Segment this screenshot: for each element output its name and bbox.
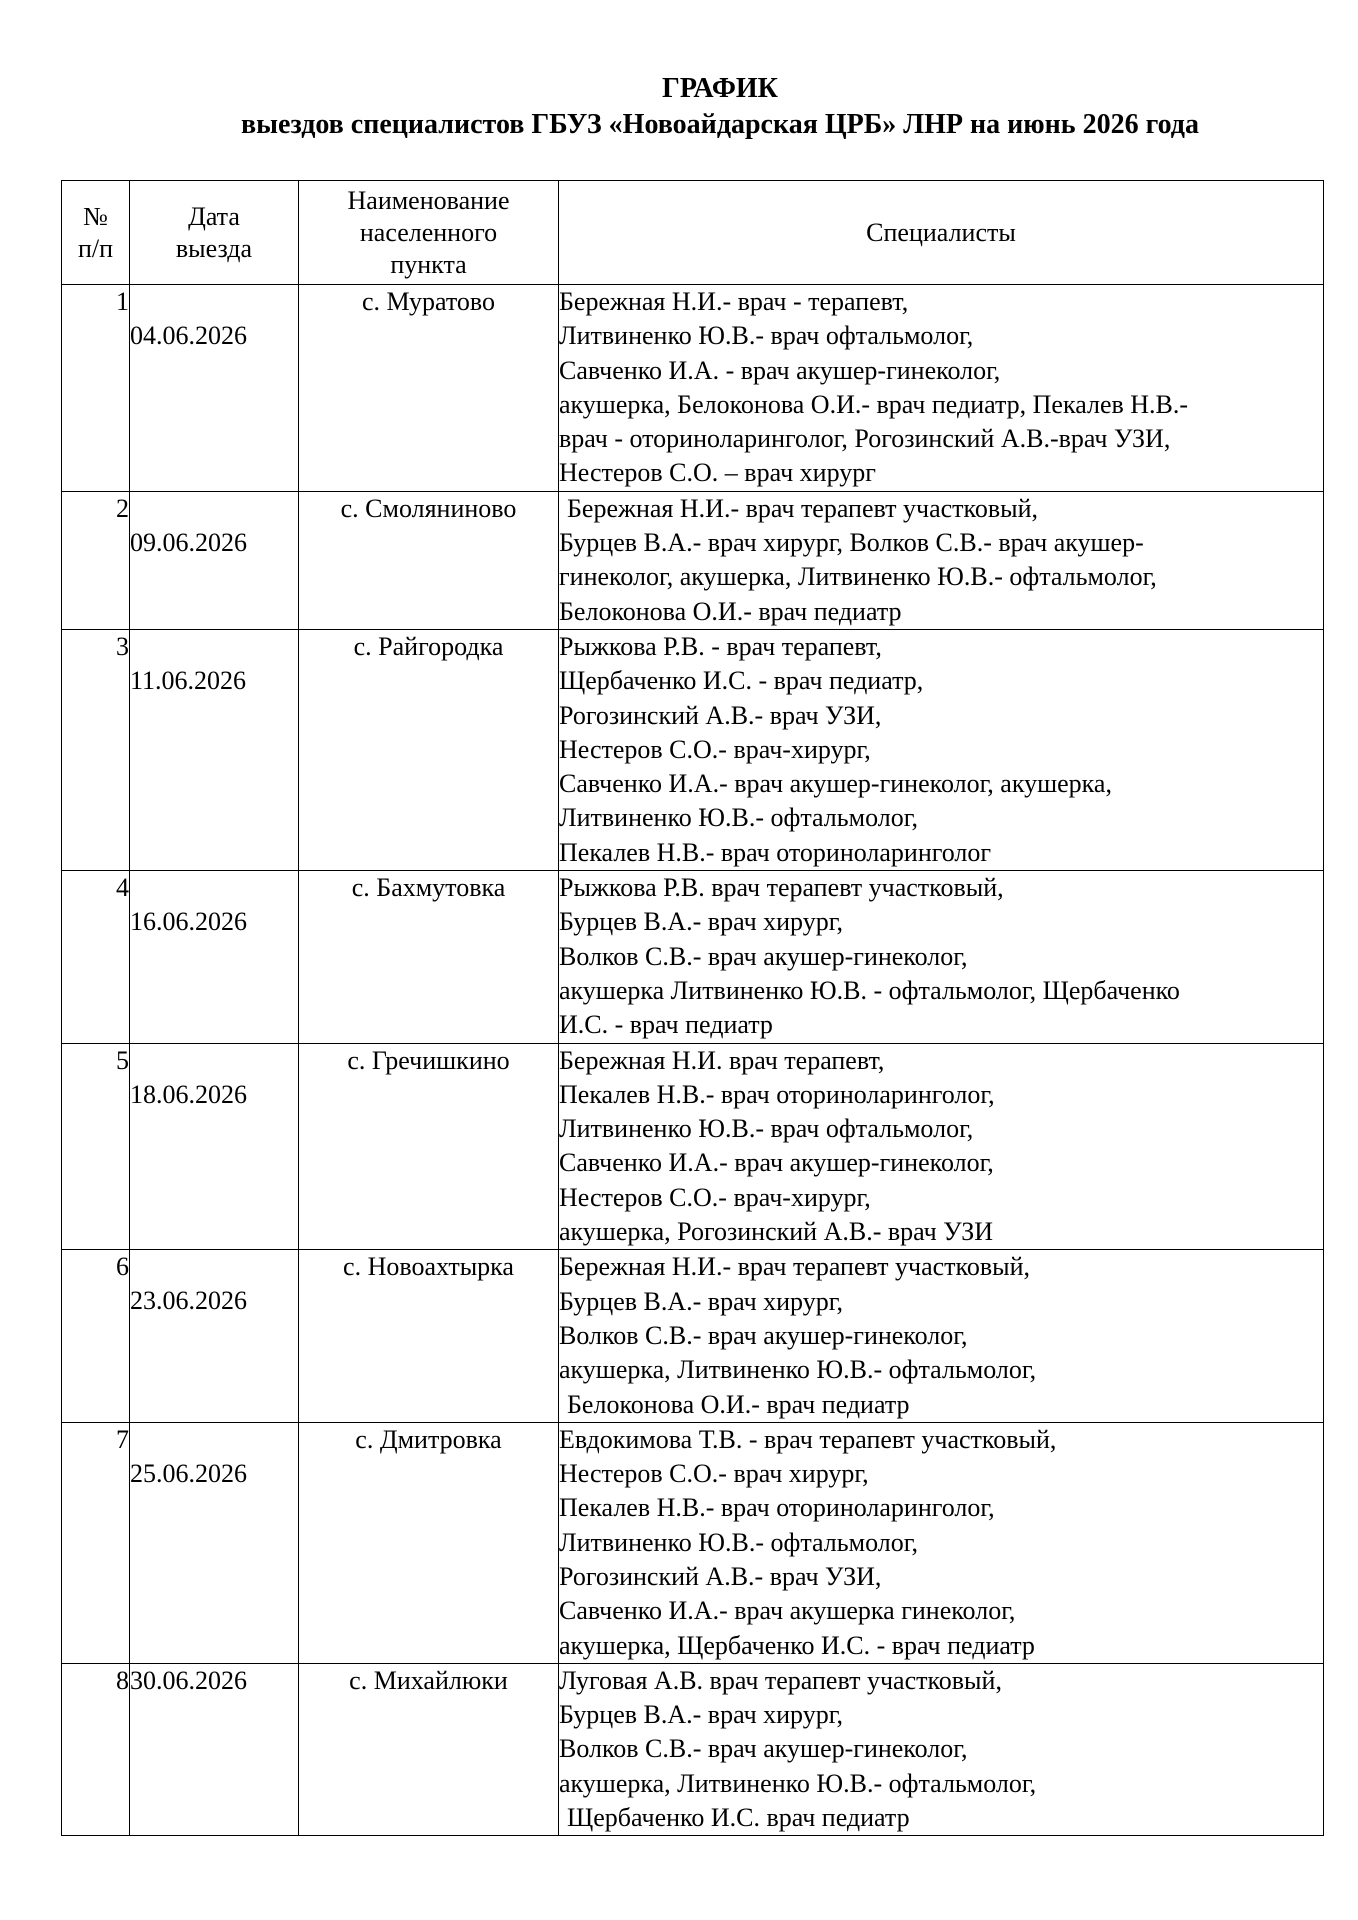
row-specialists [559,1043,1324,1250]
specialist-line: гинеколог, акушерка, Литвиненко Ю.В.- офтальмолог, [559,562,1157,592]
specialist-line: Бурцев В.А.- врач хирург, [559,1286,843,1316]
row-date: 30.06.2026 [130,1665,247,1695]
row-place: с. Смоляниново [299,491,559,629]
specialist-line: Савченко И.А. - врач акушер-гинеколог, [559,355,1001,385]
specialist-line: Пекалев Н.В.- врач оториноларинголог [559,837,992,867]
header-place-line: Наименование [347,185,510,215]
specialist-line: Бурцев В.А.- врач хирург, Волков С.В.- врач акушер- [559,528,1144,558]
specialist-line: Литвиненко Ю.В.- врач офтальмолог, [559,1114,974,1144]
specialist-line: Рогозинский А.В.- врач УЗИ, [559,1561,882,1591]
row-place: с. Гречишкино [299,1043,559,1250]
row-date-cell [130,491,299,629]
row-date-cell [130,1422,299,1663]
row-place: с. Муратово [299,285,559,492]
row-number: 7 [62,1422,130,1663]
specialist-line: Нестеров С.О.- врач хирург, [559,1459,869,1489]
header-number-line: п/п [77,233,114,263]
header-number [62,181,130,285]
row-date: 23.06.2026 [130,1286,247,1316]
row-number: 3 [62,629,130,870]
header-date-line: выезда [175,233,253,263]
specialist-line: Бережная Н.И. врач терапевт, [559,1045,885,1075]
specialist-line: Белоконова О.И.- врач педиатр [559,596,902,626]
specialist-line: Волков С.В.- врач акушер-гинеколог, [559,941,968,971]
row-date: 18.06.2026 [130,1079,247,1109]
specialist-line: Нестеров С.О. – врач хирург [559,458,876,488]
specialist-line: акушерка, Белоконова О.И.- врач педиатр, Пекалев Н.В.- [559,389,1189,419]
schedule-table [61,180,1324,1836]
specialist-line: Щербаченко И.С. - врач педиатр, [559,666,924,696]
row-specialists [559,871,1324,1043]
specialist-line: Бережная Н.И.- врач терапевт участковый, [559,1252,1030,1282]
specialist-line: Луговая А.В. врач терапевт участковый, [559,1665,1002,1695]
header-number-line: № [83,201,108,231]
row-date: 04.06.2026 [130,321,247,350]
specialist-line: Евдокимова Т.В. - врач терапевт участковый, [559,1424,1057,1454]
specialist-line: врач - оториноларинголог, Рогозинский А.В.-врач УЗИ, [559,424,1171,454]
specialist-line: Пекалев Н.В.- врач оториноларинголог, [559,1493,995,1523]
specialist-line: Савченко И.А.- врач акушерка гинеколог, [559,1596,1016,1626]
specialist-line: акушерка, Рогозинский А.В.- врач УЗИ [559,1217,994,1247]
row-date-cell [130,1250,299,1422]
specialist-line: Нестеров С.О.- врач-хирург, [559,1182,871,1212]
specialist-line: Щербаченко И.С. врач педиатр [567,1803,910,1833]
row-date-cell [130,1663,299,1835]
header-place [299,181,559,285]
row-place: с. Бахмутовка [299,871,559,1043]
document-subtitle: выездов специалистов ГБУЗ «Новоайдарская ЦРБ» ЛНР на июнь 2026 года [241,109,1199,140]
header-place-line: пункта [390,249,467,279]
specialist-line: Рыжкова Р.В. - врач терапевт, [559,631,882,661]
row-place: с. Райгородка [299,629,559,870]
specialist-line: Белоконова О.И.- врач педиатр [567,1389,910,1419]
row-number: 6 [62,1250,130,1422]
header-place-line: населенного [359,217,498,247]
header-date [130,181,299,285]
specialist-line: Литвиненко Ю.В.- врач офтальмолог, [559,321,974,351]
header-date-line: Дата [188,201,240,231]
table-row [62,1250,1324,1422]
specialist-line: Литвиненко Ю.В.- офтальмолог, [559,803,918,833]
table-row [62,1043,1324,1250]
specialist-line: И.С. - врач педиатр [559,1010,773,1040]
specialist-line: Рогозинский А.В.- врач УЗИ, [559,700,882,730]
table-row [62,1663,1324,1835]
specialist-line: акушерка Литвиненко Ю.В. - офтальмолог, Щербаченко [559,975,1180,1005]
specialist-line: Волков С.В.- врач акушер-гинеколог, [559,1320,968,1350]
table-row [62,871,1324,1043]
table-row [62,285,1324,492]
specialist-line: акушерка, Литвиненко Ю.В.- офтальмолог, [559,1768,1037,1798]
specialist-line: Литвиненко Ю.В.- офтальмолог, [559,1527,918,1557]
row-date-cell [130,1043,299,1250]
specialist-line: акушерка, Щербаченко И.С. - врач педиатр [559,1630,1035,1660]
specialist-line: акушерка, Литвиненко Ю.В.- офтальмолог, [559,1355,1037,1385]
specialist-line: Савченко И.А.- врач акушер-гинеколог, акушерка, [559,769,1112,799]
specialist-line: Бережная Н.И.- врач терапевт участковый, [567,493,1038,523]
specialist-line: Савченко И.А.- врач акушер-гинеколог, [559,1148,994,1178]
row-date: 25.06.2026 [130,1458,247,1488]
specialist-line: Пекалев Н.В.- врач оториноларинголог, [559,1079,995,1109]
document-title: ГРАФИК [662,73,778,104]
row-specialists [559,285,1324,492]
row-specialists [559,491,1324,629]
row-date: 11.06.2026 [130,665,247,695]
specialist-line: Рыжкова Р.В. врач терапевт участковый, [559,873,1004,903]
row-place: с. Михайлюки [299,1663,559,1835]
specialist-line: Бурцев В.А.- врач хирург, [559,907,843,937]
specialist-line: Нестеров С.О.- врач-хирург, [559,734,871,764]
row-specialists [559,1422,1324,1663]
row-date-cell [130,629,299,870]
table-row [62,491,1324,629]
specialist-line: Волков С.В.- врач акушер-гинеколог, [559,1734,968,1764]
table-row [62,629,1324,870]
specialist-line: Бережная Н.И.- врач - терапевт, [559,287,909,316]
row-specialists [559,629,1324,870]
row-specialists [559,1663,1324,1835]
table-row [62,1422,1324,1663]
header-specialists: Специалисты [559,181,1324,285]
row-number: 1 [62,285,130,492]
row-date-cell [130,871,299,1043]
row-place: с. Новоахтырка [299,1250,559,1422]
row-date: 16.06.2026 [130,907,247,937]
row-number: 2 [62,491,130,629]
row-date: 09.06.2026 [130,527,247,557]
row-specialists [559,1250,1324,1422]
row-date-cell [130,285,299,492]
row-number: 5 [62,1043,130,1250]
row-number: 4 [62,871,130,1043]
row-number: 8 [62,1663,130,1835]
specialist-line: Бурцев В.А.- врач хирург, [559,1700,843,1730]
row-place: с. Дмитровка [299,1422,559,1663]
table-header-row [62,181,1324,285]
